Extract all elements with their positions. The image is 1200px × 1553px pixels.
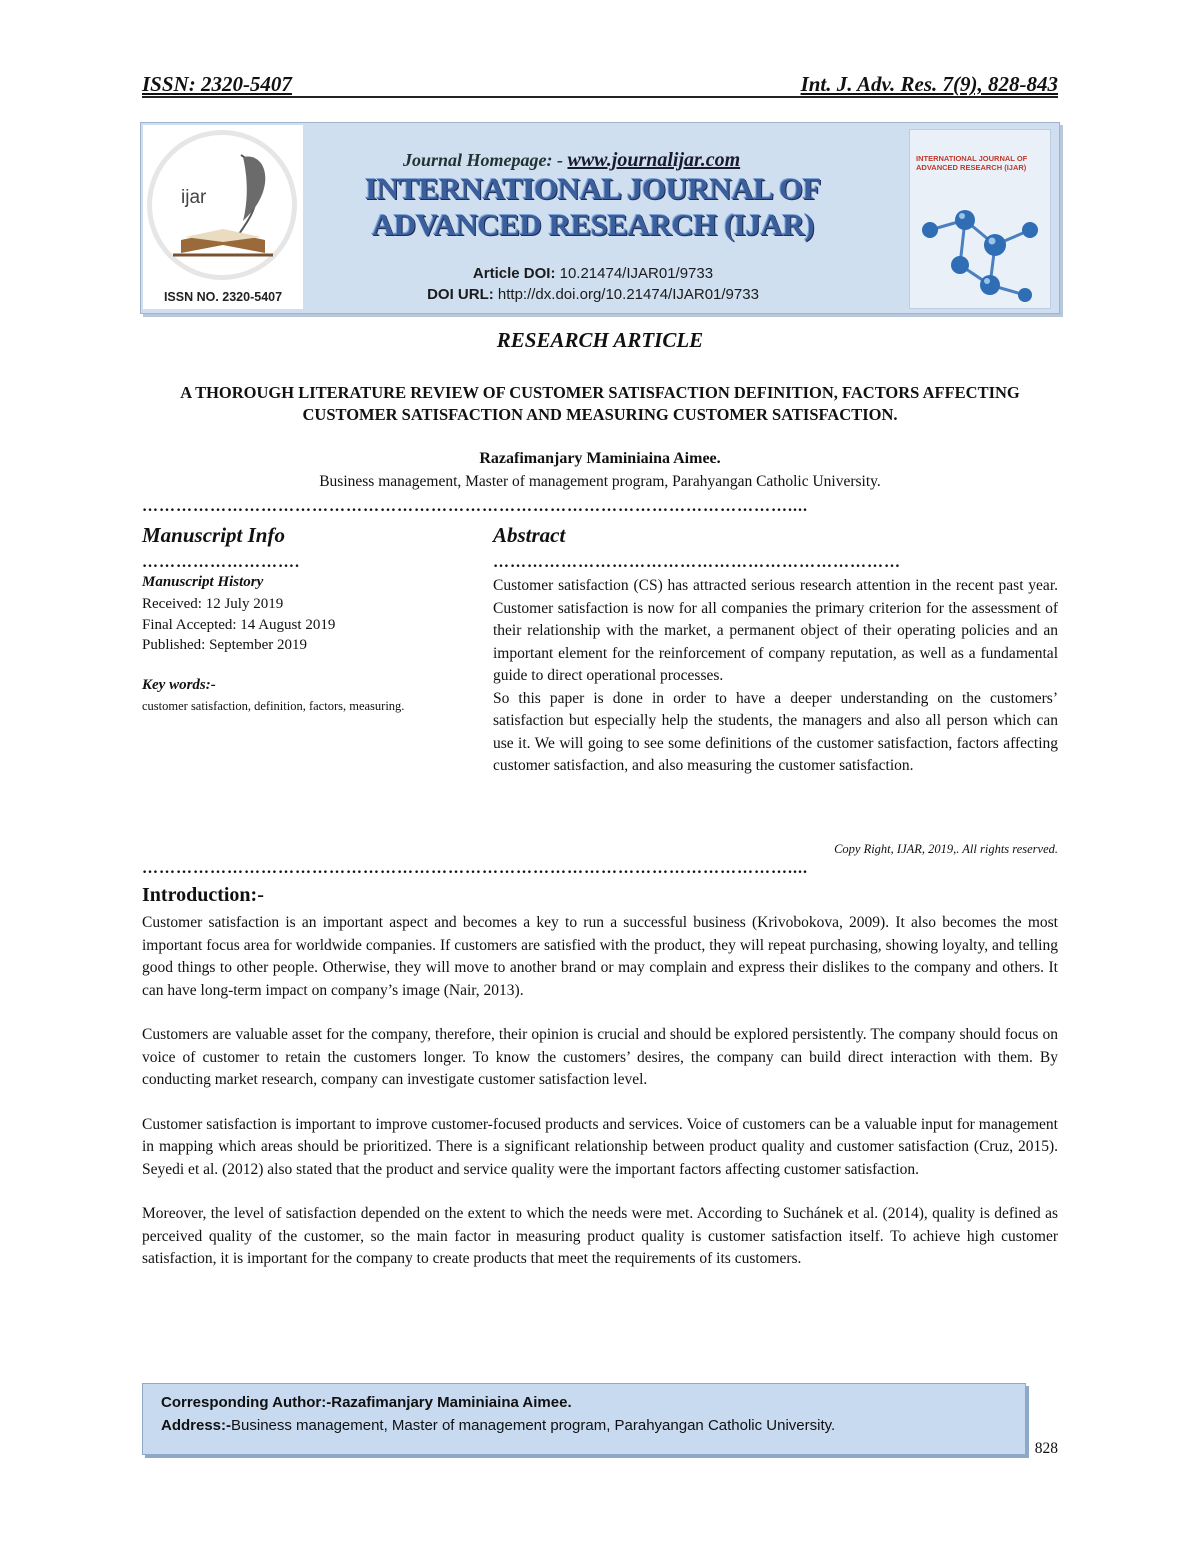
logo-issn: ISSN NO. 2320-5407 — [163, 290, 283, 304]
molecule-graphic-icon — [910, 190, 1050, 308]
article-title: A THOROUGH LITERATURE REVIEW OF CUSTOMER SATISFACTION DEFINITION, FACTORS AFFECTING CUSTOMER SATISFACTION AND MEASURING CUSTOMER SATISFACTION. — [180, 383, 1020, 424]
address-text: Business management, Master of management program, Parahyangan Catholic University. — [231, 1417, 836, 1434]
introduction-paragraph: Customer satisfaction is important to improve customer-focused products and services. Voice of customers can be a valuable input for management in mapping which areas should be prioritized. There is a significant relationship between product quality and customer satisfaction (Cruz, 2015). Seyedi et al. (2012) also stated that the product and service quality were the important factors affecting customer satisfaction. — [142, 1115, 1058, 1178]
doi-url-link[interactable]: http://dx.doi.org/10.21474/IJAR01/9733 — [497, 286, 759, 303]
cover-title: INTERNATIONAL JOURNAL OF ADVANCED RESEARCH (IJAR) — [916, 154, 1028, 172]
abstract-paragraph: Customer satisfaction (CS) has attracted serious research attention in the recent past year. Customer satisfaction is now for all companies the primary criterion for the assessment of their relationship with the market, a permanent object of their operating policies and an important element for the reinforcement of company reputation, as well as a fundamental guide to direct operational processes. — [493, 577, 1058, 684]
keywords-label: Key words:- — [142, 677, 216, 693]
address-label: Address:- — [161, 1417, 232, 1434]
accepted-date: Final Accepted: 14 August 2019 — [142, 617, 336, 633]
separator-dots-bottom: …………………………………………………………………………………………………….... — [142, 862, 808, 876]
journal-homepage — [403, 149, 740, 172]
doi-url-label: DOI URL: — [427, 286, 494, 303]
manuscript-history-label: Manuscript History — [142, 574, 264, 590]
logo-wordmark: ijar — [181, 187, 207, 208]
introduction-paragraph: Customer satisfaction is an important aspect and becomes a key to run a successful business (Krivobokova, 2009). It also becomes the most important focus area for worldwide companies. If customers are satisfied with the product, they will repeat purchasing, showing loyalty, and telling good things to other people. Otherwise, they will move to another brand or may complain and express their dislikes to the company and others. It can have long-term impact on company’s image (Nair, 2013). — [142, 914, 1058, 999]
page-number: 828 — [1034, 1440, 1058, 1457]
keywords-text: customer satisfaction, definition, factors, measuring. — [142, 699, 405, 713]
author-name: Razafimanjary Maminiaina Aimee. — [479, 450, 721, 467]
doi-block — [313, 263, 873, 305]
corresponding-author-box — [142, 1383, 1026, 1455]
book-and-quill-icon — [163, 145, 283, 275]
manuscript-info-dots: ………………………. — [142, 556, 300, 570]
abstract-paragraph: So this paper is done in order to have a deeper understanding on the customers’ satisfaction but especially help the students, the managers and also all person which can use it. We will going to see some definitions of the customer satisfaction, factors affecting customer satisfaction, and also measuring the customer satisfaction. — [493, 689, 1058, 774]
journal-logo — [143, 125, 303, 309]
manuscript-info-heading: Manuscript Info — [142, 523, 285, 547]
introduction-paragraph: Customers are valuable asset for the company, therefore, their opinion is crucial and should be explored persistently. The company should focus on voice of customer to retain the customers longer. To know the customers’ desires, the company can build direct interaction with them. By conducting market research, company can investigate customer satisfaction level. — [142, 1026, 1058, 1088]
introduction-paragraph: Moreover, the level of satisfaction depended on the extent to which the needs were met. According to Suchánek et al. (2014), quality is defined as perceived quality of the customer, so the main factor in measuring product quality is customer satisfaction itself. To achieve high customer satisfaction, it is important for the company to create products that meet the requirements of its customers. — [142, 1205, 1058, 1267]
journal-cover-thumbnail — [909, 129, 1051, 309]
running-header-citation: Int. J. Adv. Res. 7(9), 828-843 — [800, 72, 1058, 96]
author-affiliation: Business management, Master of management program, Parahyangan Catholic University. — [319, 473, 881, 490]
abstract-dots: ……………………………………………………………… — [493, 556, 901, 570]
doi-label: Article DOI: — [472, 265, 556, 282]
introduction-heading: Introduction:- — [142, 884, 264, 906]
separator-dots-top: …………………………………………………………………………………………………….... — [142, 500, 808, 514]
received-date: Received: 12 July 2019 — [142, 596, 284, 612]
journal-banner — [140, 122, 1060, 314]
copyright-notice: Copy Right, IJAR, 2019,. All rights reserved. — [834, 842, 1058, 856]
abstract-heading: Abstract — [493, 523, 566, 547]
corresponding-author-address — [161, 1417, 835, 1434]
published-date: Published: September 2019 — [142, 637, 307, 653]
header-rule — [142, 96, 1058, 98]
article-type: RESEARCH ARTICLE — [496, 328, 704, 352]
homepage-label: Journal Homepage: - — [403, 150, 563, 170]
homepage-link[interactable]: www.journalijar.com — [567, 149, 741, 171]
doi-value: 10.21474/IJAR01/9733 — [559, 265, 714, 282]
running-header-issn: ISSN: 2320-5407 — [142, 72, 292, 96]
abstract-body — [493, 575, 1058, 778]
corresponding-author-name: Corresponding Author:-Razafimanjary Maminiaina Aimee. — [161, 1394, 572, 1411]
introduction-body — [142, 912, 1058, 1293]
journal-title: INTERNATIONAL JOURNAL OF ADVANCED RESEARCH (IJAR) — [365, 171, 821, 242]
